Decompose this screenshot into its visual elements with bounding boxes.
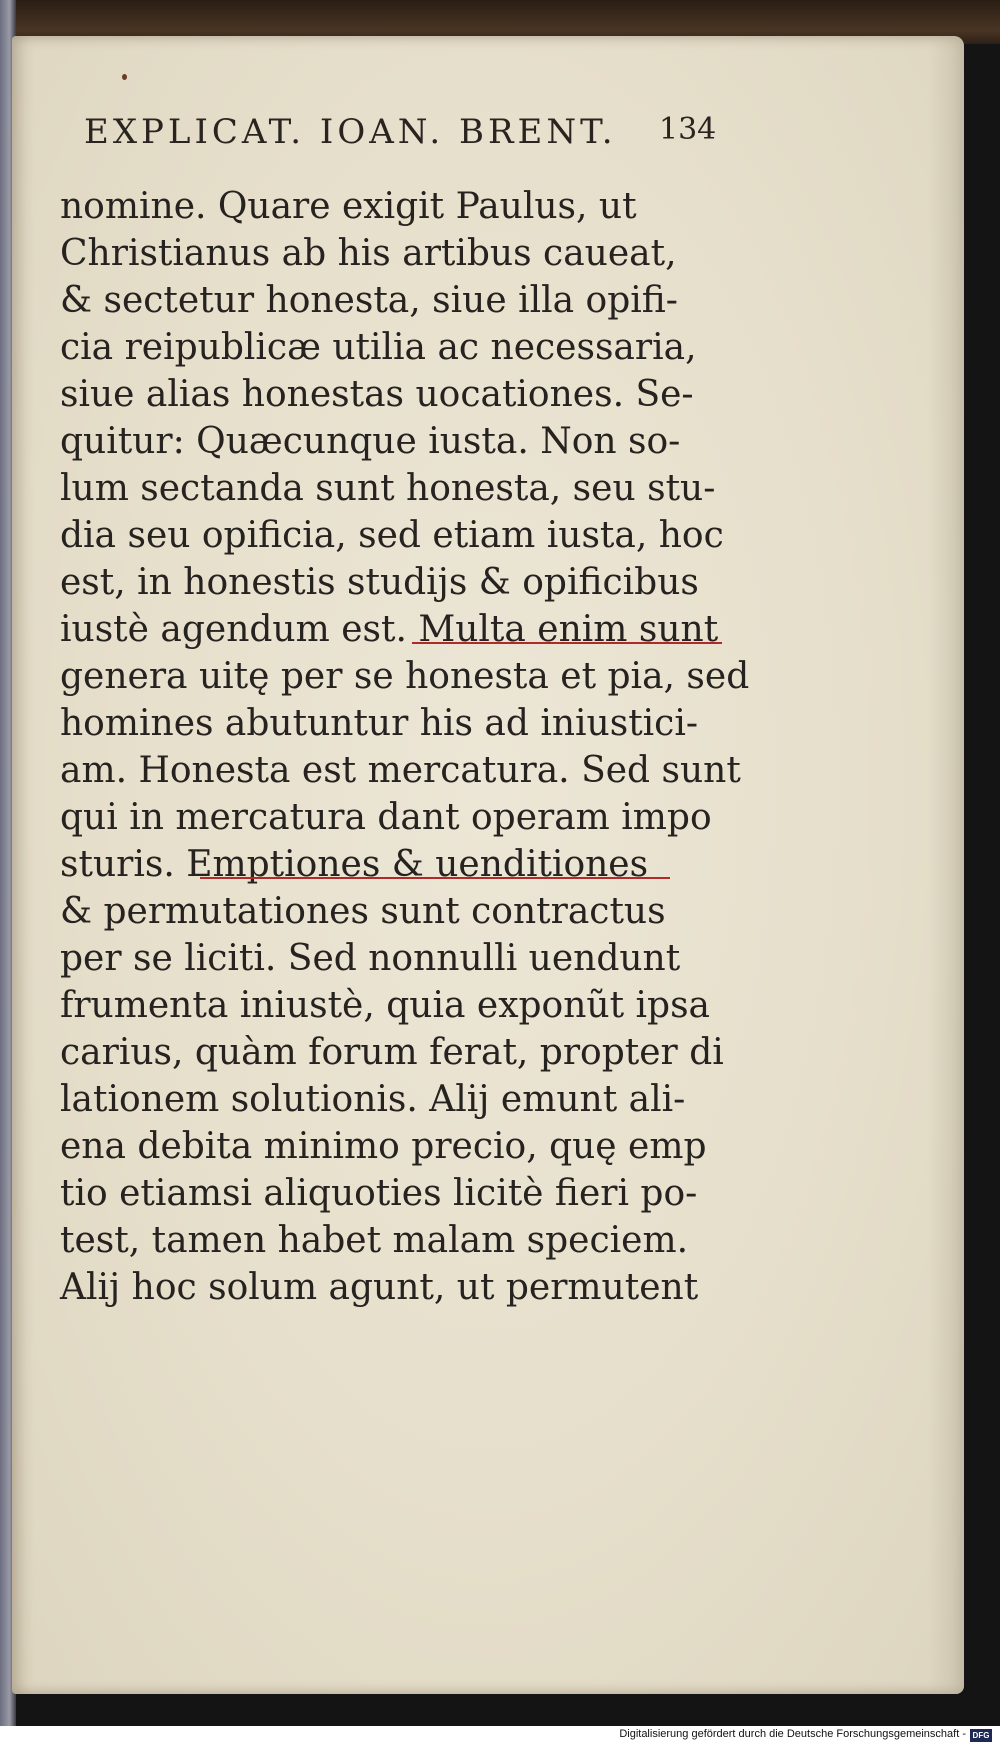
text-line: homines abutuntur his ad iniustici- [60,703,699,744]
red-underline-marking [200,877,670,879]
text-line: qui in mercatura dant operam impo [60,797,712,838]
text-line: dia seu opificia, sed etiam iusta, hoc [60,515,724,556]
page-right-edge [928,36,964,1694]
body-text [60,182,760,1422]
ink-speck [122,74,127,80]
text-line: sturis. Emptiones & uenditiones [60,844,649,885]
text-line: lationem solutionis. Alij emunt ali- [60,1079,686,1120]
text-line: lum sectanda sunt honesta, seu stu- [60,468,716,509]
funding-credit: Digitalisierung gefördert durch die Deutsche Forschungsgemeinschaft - [619,1728,966,1740]
text-line: tio etiamsi aliquoties licitè fieri po- [60,1173,698,1214]
text-line: ena debita minimo precio, quę emp [60,1126,707,1167]
red-underline-marking [412,642,722,644]
text-line: iustè agendum est. Multa enim sunt [60,609,719,650]
text-line: genera uitę per se honesta et pia, sed [60,656,750,697]
text-line: quitur: Quæcunque iusta. Non so- [60,421,681,462]
text-line: & permutationes sunt contractus [60,891,666,932]
text-line: test, tamen habet malam speciem. [60,1220,689,1261]
text-line: est, in honestis studijs & opificibus [60,562,699,603]
folio-number: 134 [659,112,717,147]
text-line: Christianus ab his artibus caueat, [60,233,677,274]
text-line: siue alias honestas uocationes. Se- [60,374,694,415]
text-line: Alij hoc solum agunt, ut permutent [60,1267,699,1308]
page-header [84,112,724,168]
dfg-logo: DFG [970,1729,992,1742]
text-line: nomine. Quare exigit Paulus, ut [60,186,637,227]
text-line: am. Honesta est mercatura. Sed sunt [60,750,741,791]
running-head: EXPLICAT. IOAN. BRENT. [84,112,617,152]
text-line: cia reipublicæ utilia ac necessaria, [60,327,697,368]
text-line: carius, quàm forum ferat, propter di [60,1032,724,1073]
text-line: per se liciti. Sed nonnulli uendunt [60,938,681,979]
text-line: & sectetur honesta, siue illa opifi- [60,280,678,321]
text-line: frumenta iniustè, quia exponũt ipsa [60,985,711,1026]
